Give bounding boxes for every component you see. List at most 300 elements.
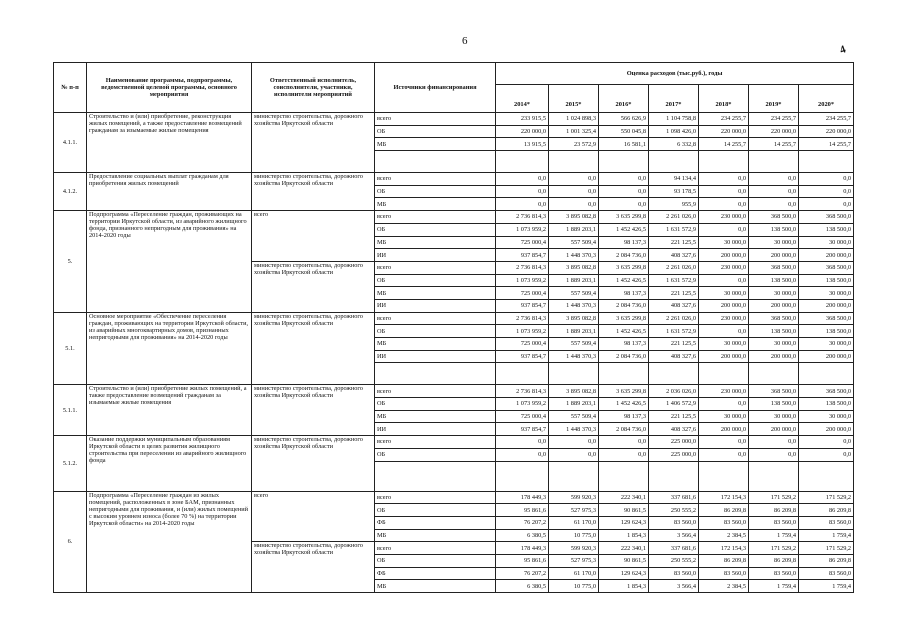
value-cell: 0,0 <box>496 198 549 211</box>
value-cell: 2 736 814,3 <box>496 385 549 398</box>
value-cell: 527 975,3 <box>549 554 599 567</box>
value-cell: 0,0 <box>799 185 854 198</box>
value-cell: 200 000,0 <box>749 299 799 312</box>
value-cell: 178 449,3 <box>496 542 549 555</box>
section-number: 5.1. <box>54 312 87 385</box>
source-cell: ОБ <box>375 554 496 567</box>
value-cell: 233 915,5 <box>496 113 549 126</box>
value-cell: 2 736 814,3 <box>496 312 549 325</box>
value-cell: 0,0 <box>496 173 549 186</box>
expenditure-table <box>53 62 854 593</box>
source-cell: ИИ <box>375 299 496 312</box>
table-row <box>54 385 854 398</box>
header-year: 2017* <box>649 85 699 113</box>
value-cell: 222 340,1 <box>599 542 649 555</box>
value-cell: 171 529,2 <box>799 542 854 555</box>
source-cell: МБ <box>375 236 496 249</box>
source-cell: всего <box>375 385 496 398</box>
value-cell: 725 000,4 <box>496 287 549 300</box>
source-cell: ОБ <box>375 325 496 338</box>
section-name: Подпрограмма «Переселение граждан, проживающих на территории Иркутской области, из аварийного жилищного фонда, признанного непригодным для проживания» на 2014-2020 годы <box>87 211 252 313</box>
value-cell: 250 555,2 <box>649 554 699 567</box>
value-cell: 3 895 082,8 <box>549 261 599 274</box>
executor-cell: министерство строительства, дорожного хозяйства Иркутской области <box>252 312 375 385</box>
value-cell: 138 500,0 <box>799 274 854 287</box>
value-cell: 725 000,4 <box>496 236 549 249</box>
value-cell: 3 635 299,8 <box>599 385 649 398</box>
value-cell: 93 178,5 <box>649 185 699 198</box>
value-cell: 1 001 325,4 <box>549 125 599 138</box>
value-cell: 138 500,0 <box>749 274 799 287</box>
value-cell: 1 631 572,9 <box>649 274 699 287</box>
value-cell: 0,0 <box>549 173 599 186</box>
empty-cell <box>549 461 599 491</box>
source-cell: ОБ <box>375 185 496 198</box>
value-cell: 30 000,0 <box>749 236 799 249</box>
value-cell: 200 000,0 <box>699 299 749 312</box>
section-name: Основное мероприятие «Обеспечение переселения граждан, проживающих на территории Иркутской области, из аварийных многоквартирных домов, признанных непригодными для проживания» на 2014-2020 годы <box>87 312 252 385</box>
header-year: 2018* <box>699 85 749 113</box>
source-cell: всего <box>375 491 496 504</box>
source-cell: всего <box>375 312 496 325</box>
header-estimate: Оценка расходов (тыс.руб.), годы <box>496 63 854 85</box>
source-cell: всего <box>375 542 496 555</box>
value-cell: 550 045,8 <box>599 125 649 138</box>
value-cell: 30 000,0 <box>699 287 749 300</box>
value-cell: 221 125,5 <box>649 410 699 423</box>
value-cell: 1 104 758,8 <box>649 113 699 126</box>
empty-cell <box>496 363 549 385</box>
value-cell: 30 000,0 <box>699 236 749 249</box>
header-year: 2016* <box>599 85 649 113</box>
value-cell: 171 529,2 <box>799 491 854 504</box>
value-cell: 98 137,3 <box>599 236 649 249</box>
value-cell: 138 500,0 <box>749 398 799 411</box>
value-cell: 200 000,0 <box>749 249 799 262</box>
value-cell: 30 000,0 <box>699 338 749 351</box>
value-cell: 0,0 <box>749 173 799 186</box>
value-cell: 3 635 299,8 <box>599 211 649 224</box>
value-cell: 0,0 <box>699 398 749 411</box>
value-cell: 2 036 026,0 <box>649 385 699 398</box>
header-source: Источники финансирования <box>375 63 496 113</box>
value-cell: 3 895 082,8 <box>549 385 599 398</box>
value-cell: 2 084 736,0 <box>599 423 649 436</box>
value-cell: 2 261 026,0 <box>649 261 699 274</box>
value-cell: 30 000,0 <box>799 236 854 249</box>
value-cell: 0,0 <box>496 436 549 449</box>
value-cell: 0,0 <box>549 448 599 461</box>
value-cell: 220 000,0 <box>749 125 799 138</box>
value-cell: 566 626,9 <box>599 113 649 126</box>
value-cell: 83 560,0 <box>699 516 749 529</box>
value-cell: 200 000,0 <box>699 350 749 363</box>
value-cell: 1 759,4 <box>799 580 854 593</box>
value-cell: 1 448 370,3 <box>549 350 599 363</box>
value-cell: 1 889 203,1 <box>549 398 599 411</box>
source-cell: ОБ <box>375 125 496 138</box>
value-cell: 0,0 <box>749 198 799 211</box>
value-cell: 408 327,6 <box>649 423 699 436</box>
value-cell: 3 566,4 <box>649 580 699 593</box>
section-name: Предоставление социальных выплат гражданам для приобретения жилых помещений <box>87 173 252 211</box>
source-cell: МБ <box>375 138 496 151</box>
empty-cell <box>549 363 599 385</box>
empty-cell <box>699 461 749 491</box>
value-cell: 220 000,0 <box>799 125 854 138</box>
value-cell: 95 861,6 <box>496 554 549 567</box>
value-cell: 1 631 572,9 <box>649 223 699 236</box>
value-cell: 1 452 426,5 <box>599 398 649 411</box>
value-cell: 368 500,0 <box>749 261 799 274</box>
value-cell: 0,0 <box>549 436 599 449</box>
value-cell: 98 137,3 <box>599 410 649 423</box>
value-cell: 725 000,4 <box>496 338 549 351</box>
table-row <box>54 312 854 325</box>
value-cell: 1 452 426,5 <box>599 274 649 287</box>
empty-cell <box>549 151 599 173</box>
source-cell: МБ <box>375 198 496 211</box>
empty-cell <box>799 461 854 491</box>
value-cell: 225 000,0 <box>649 436 699 449</box>
value-cell: 1 452 426,5 <box>599 223 649 236</box>
empty-cell <box>749 363 799 385</box>
value-cell: 61 170,0 <box>549 567 599 580</box>
value-cell: 171 529,2 <box>749 491 799 504</box>
page-number: 6 <box>462 35 468 47</box>
value-cell: 98 137,3 <box>599 338 649 351</box>
value-cell: 0,0 <box>599 185 649 198</box>
value-cell: 937 854,7 <box>496 299 549 312</box>
value-cell: 368 500,0 <box>799 312 854 325</box>
value-cell: 0,0 <box>749 448 799 461</box>
value-cell: 98 137,3 <box>599 287 649 300</box>
empty-cell <box>375 461 496 491</box>
value-cell: 1 073 959,2 <box>496 398 549 411</box>
value-cell: 1 854,3 <box>599 529 649 542</box>
value-cell: 129 624,3 <box>599 567 649 580</box>
section-number: 6. <box>54 491 87 593</box>
source-cell: ОБ <box>375 504 496 517</box>
value-cell: 172 154,3 <box>699 491 749 504</box>
value-cell: 83 560,0 <box>649 567 699 580</box>
value-cell: 1 889 203,1 <box>549 223 599 236</box>
value-cell: 30 000,0 <box>749 338 799 351</box>
empty-cell <box>749 151 799 173</box>
value-cell: 3 635 299,8 <box>599 261 649 274</box>
value-cell: 0,0 <box>799 448 854 461</box>
value-cell: 10 775,0 <box>549 580 599 593</box>
value-cell: 937 854,7 <box>496 423 549 436</box>
empty-cell <box>375 363 496 385</box>
value-cell: 557 509,4 <box>549 287 599 300</box>
source-cell: всего <box>375 173 496 186</box>
section-number: 4.1.2. <box>54 173 87 211</box>
value-cell: 1 073 959,2 <box>496 274 549 287</box>
empty-cell <box>375 151 496 173</box>
value-cell: 129 624,3 <box>599 516 649 529</box>
value-cell: 95 861,6 <box>496 504 549 517</box>
table-row <box>54 491 854 504</box>
value-cell: 30 000,0 <box>699 410 749 423</box>
value-cell: 230 000,0 <box>699 312 749 325</box>
value-cell: 0,0 <box>749 185 799 198</box>
value-cell: 83 560,0 <box>749 516 799 529</box>
value-cell: 1 631 572,9 <box>649 325 699 338</box>
value-cell: 14 255,7 <box>699 138 749 151</box>
empty-cell <box>496 461 549 491</box>
value-cell: 3 895 082,8 <box>549 312 599 325</box>
corner-mark: 4 <box>838 43 848 57</box>
value-cell: 83 560,0 <box>749 567 799 580</box>
value-cell: 0,0 <box>599 436 649 449</box>
value-cell: 955,9 <box>649 198 699 211</box>
value-cell: 200 000,0 <box>799 350 854 363</box>
value-cell: 2 261 026,0 <box>649 211 699 224</box>
value-cell: 557 509,4 <box>549 236 599 249</box>
source-cell: ФБ <box>375 567 496 580</box>
value-cell: 220 000,0 <box>496 125 549 138</box>
value-cell: 200 000,0 <box>799 249 854 262</box>
value-cell: 599 920,3 <box>549 542 599 555</box>
value-cell: 2 384,5 <box>699 529 749 542</box>
value-cell: 6 380,5 <box>496 529 549 542</box>
value-cell: 14 255,7 <box>749 138 799 151</box>
empty-cell <box>699 363 749 385</box>
value-cell: 90 861,5 <box>599 554 649 567</box>
value-cell: 368 500,0 <box>749 211 799 224</box>
value-cell: 30 000,0 <box>799 338 854 351</box>
header-year: 2020* <box>799 85 854 113</box>
value-cell: 0,0 <box>599 173 649 186</box>
value-cell: 2 736 814,3 <box>496 211 549 224</box>
value-cell: 30 000,0 <box>799 410 854 423</box>
source-cell: МБ <box>375 580 496 593</box>
value-cell: 83 560,0 <box>699 567 749 580</box>
executor-cell: министерство строительства, дорожного хозяйства Иркутской области <box>252 173 375 211</box>
value-cell: 3 895 082,8 <box>549 211 599 224</box>
value-cell: 1 854,3 <box>599 580 649 593</box>
value-cell: 6 332,8 <box>649 138 699 151</box>
source-cell: ОБ <box>375 448 496 461</box>
value-cell: 221 125,5 <box>649 287 699 300</box>
value-cell: 200 000,0 <box>799 299 854 312</box>
value-cell: 14 255,7 <box>799 138 854 151</box>
section-name: Строительство и (или) приобретение, реконструкция жилых помещений, а также предоставление возмещений гражданам за изымаемые жилые помещения <box>87 113 252 173</box>
value-cell: 0,0 <box>699 223 749 236</box>
value-cell: 408 327,6 <box>649 299 699 312</box>
empty-cell <box>699 151 749 173</box>
value-cell: 337 681,6 <box>649 542 699 555</box>
empty-cell <box>649 461 699 491</box>
source-cell: МБ <box>375 287 496 300</box>
value-cell: 1 889 203,1 <box>549 274 599 287</box>
section-name: Оказание поддержки муниципальным образованиям Иркутской области в целях развития жилищного строительства при переселении из аварийного жилищного фонда <box>87 436 252 491</box>
value-cell: 86 209,8 <box>799 504 854 517</box>
value-cell: 220 000,0 <box>699 125 749 138</box>
source-cell: ОБ <box>375 274 496 287</box>
value-cell: 1 889 203,1 <box>549 325 599 338</box>
value-cell: 138 500,0 <box>749 223 799 236</box>
value-cell: 1 098 426,0 <box>649 125 699 138</box>
value-cell: 6 380,5 <box>496 580 549 593</box>
value-cell: 368 500,0 <box>799 261 854 274</box>
value-cell: 0,0 <box>699 274 749 287</box>
empty-cell <box>599 151 649 173</box>
value-cell: 2 261 026,0 <box>649 312 699 325</box>
value-cell: 408 327,6 <box>649 249 699 262</box>
table-row <box>54 113 854 126</box>
value-cell: 221 125,5 <box>649 338 699 351</box>
value-cell: 138 500,0 <box>799 398 854 411</box>
value-cell: 200 000,0 <box>749 423 799 436</box>
value-cell: 86 209,8 <box>749 554 799 567</box>
empty-cell <box>496 151 549 173</box>
executor-cell: министерство строительства, дорожного хозяйства Иркутской области <box>252 385 375 436</box>
value-cell: 557 509,4 <box>549 338 599 351</box>
value-cell: 1 448 370,3 <box>549 249 599 262</box>
value-cell: 0,0 <box>699 173 749 186</box>
executor-cell: министерство строительства, дорожного хозяйства Иркутской области <box>252 542 375 593</box>
value-cell: 408 327,6 <box>649 350 699 363</box>
value-cell: 0,0 <box>549 198 599 211</box>
value-cell: 1 406 572,9 <box>649 398 699 411</box>
source-cell: ОБ <box>375 398 496 411</box>
value-cell: 2 084 736,0 <box>599 350 649 363</box>
value-cell: 94 134,4 <box>649 173 699 186</box>
value-cell: 2 084 736,0 <box>599 299 649 312</box>
empty-cell <box>649 363 699 385</box>
table-row <box>54 211 854 224</box>
value-cell: 725 000,4 <box>496 410 549 423</box>
empty-cell <box>799 363 854 385</box>
value-cell: 225 000,0 <box>649 448 699 461</box>
header-name: Наименование программы, подпрограммы, ведомственной целевой программы, основного мероприятия <box>87 63 252 113</box>
value-cell: 222 340,1 <box>599 491 649 504</box>
value-cell: 86 209,8 <box>699 554 749 567</box>
value-cell: 1 452 426,5 <box>599 325 649 338</box>
source-cell: всего <box>375 436 496 449</box>
value-cell: 90 861,5 <box>599 504 649 517</box>
value-cell: 83 560,0 <box>799 516 854 529</box>
value-cell: 0,0 <box>549 185 599 198</box>
value-cell: 86 209,8 <box>749 504 799 517</box>
empty-cell <box>749 461 799 491</box>
value-cell: 76 207,2 <box>496 567 549 580</box>
value-cell: 1 759,4 <box>799 529 854 542</box>
header-year: 2014* <box>496 85 549 113</box>
source-cell: МБ <box>375 529 496 542</box>
executor-cell: министерство строительства, дорожного хозяйства Иркутской области <box>252 261 375 312</box>
table-row <box>54 436 854 449</box>
value-cell: 368 500,0 <box>799 211 854 224</box>
section-number: 5.1.1. <box>54 385 87 436</box>
source-cell: всего <box>375 261 496 274</box>
value-cell: 30 000,0 <box>749 410 799 423</box>
empty-cell <box>649 151 699 173</box>
value-cell: 368 500,0 <box>799 385 854 398</box>
table-row <box>54 173 854 186</box>
value-cell: 1 448 370,3 <box>549 299 599 312</box>
source-cell: ИИ <box>375 350 496 363</box>
value-cell: 0,0 <box>699 325 749 338</box>
source-cell: ОБ <box>375 223 496 236</box>
section-name: Строительство и (или) приобретение жилых помещений, а также предоставление возмещений гражданам за изымаемые жилые помещения <box>87 385 252 436</box>
value-cell: 13 915,5 <box>496 138 549 151</box>
value-cell: 0,0 <box>749 436 799 449</box>
value-cell: 86 209,8 <box>799 554 854 567</box>
value-cell: 234 255,7 <box>699 113 749 126</box>
value-cell: 76 207,2 <box>496 516 549 529</box>
value-cell: 30 000,0 <box>799 287 854 300</box>
value-cell: 230 000,0 <box>699 385 749 398</box>
source-cell: всего <box>375 211 496 224</box>
value-cell: 23 572,9 <box>549 138 599 151</box>
value-cell: 10 775,0 <box>549 529 599 542</box>
value-cell: 221 125,5 <box>649 236 699 249</box>
value-cell: 2 084 736,0 <box>599 249 649 262</box>
value-cell: 200 000,0 <box>749 350 799 363</box>
source-cell: ИИ <box>375 423 496 436</box>
value-cell: 234 255,7 <box>799 113 854 126</box>
value-cell: 1 073 959,2 <box>496 223 549 236</box>
executor-cell: всего <box>252 211 375 262</box>
value-cell: 16 581,1 <box>599 138 649 151</box>
value-cell: 83 560,0 <box>649 516 699 529</box>
value-cell: 599 920,3 <box>549 491 599 504</box>
empty-cell <box>599 461 649 491</box>
value-cell: 83 560,0 <box>799 567 854 580</box>
section-number: 5. <box>54 211 87 313</box>
section-number: 4.1.1. <box>54 113 87 173</box>
value-cell: 138 500,0 <box>799 223 854 236</box>
value-cell: 86 209,8 <box>699 504 749 517</box>
value-cell: 200 000,0 <box>799 423 854 436</box>
value-cell: 1 024 898,3 <box>549 113 599 126</box>
header-no: № п-п <box>54 63 87 113</box>
value-cell: 0,0 <box>699 185 749 198</box>
value-cell: 0,0 <box>799 436 854 449</box>
value-cell: 1 759,4 <box>749 580 799 593</box>
value-cell: 0,0 <box>799 173 854 186</box>
value-cell: 138 500,0 <box>749 325 799 338</box>
value-cell: 368 500,0 <box>749 385 799 398</box>
value-cell: 200 000,0 <box>699 423 749 436</box>
source-cell: МБ <box>375 338 496 351</box>
value-cell: 1 759,4 <box>749 529 799 542</box>
value-cell: 2 384,5 <box>699 580 749 593</box>
executor-cell: министерство строительства, дорожного хозяйства Иркутской области <box>252 436 375 491</box>
value-cell: 368 500,0 <box>749 312 799 325</box>
value-cell: 178 449,3 <box>496 491 549 504</box>
value-cell: 0,0 <box>496 185 549 198</box>
value-cell: 171 529,2 <box>749 542 799 555</box>
value-cell: 337 681,6 <box>649 491 699 504</box>
value-cell: 172 154,3 <box>699 542 749 555</box>
header-year: 2019* <box>749 85 799 113</box>
value-cell: 0,0 <box>496 448 549 461</box>
value-cell: 0,0 <box>599 198 649 211</box>
value-cell: 0,0 <box>799 198 854 211</box>
value-cell: 234 255,7 <box>749 113 799 126</box>
value-cell: 557 509,4 <box>549 410 599 423</box>
value-cell: 3 635 299,8 <box>599 312 649 325</box>
value-cell: 30 000,0 <box>749 287 799 300</box>
section-number: 5.1.2. <box>54 436 87 491</box>
executor-cell: министерство строительства, дорожного хозяйства Иркутской области <box>252 113 375 173</box>
section-name: Подпрограмма «Переселение граждан из жилых помещений, расположенных в зоне БАМ, признанных непригодными для проживания, и (или) жилых помещений с высоким уровнем износа (более 70 %) на территории Иркутской области» на 2014-2020 годы <box>87 491 252 593</box>
value-cell: 230 000,0 <box>699 211 749 224</box>
